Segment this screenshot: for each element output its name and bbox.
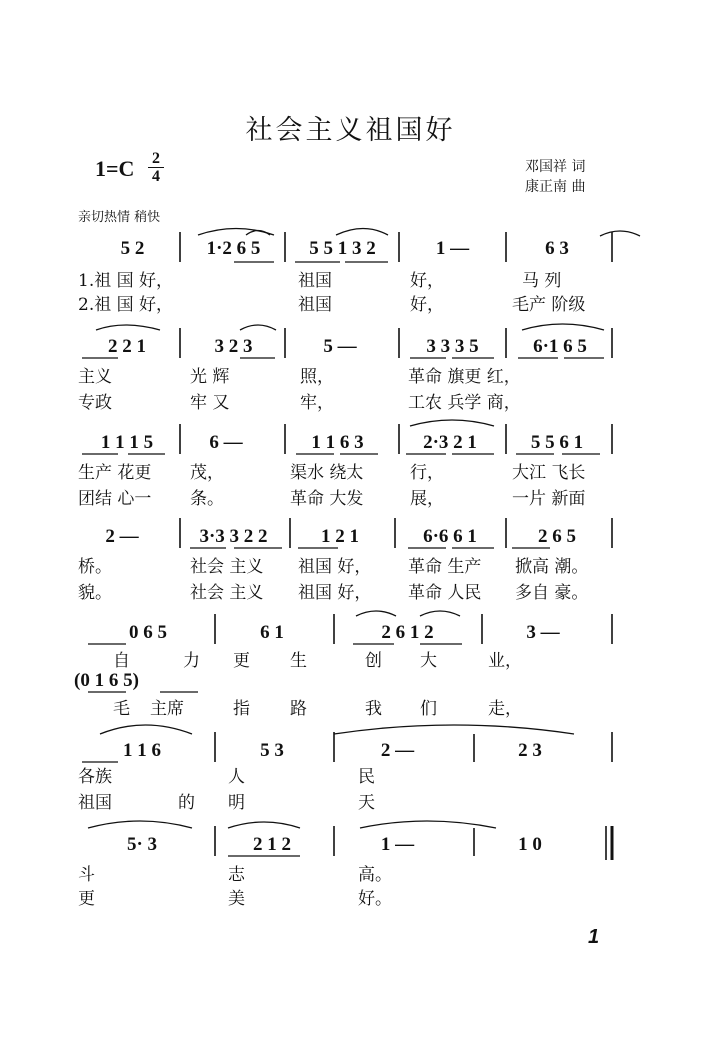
lyric: 路 [290, 699, 307, 719]
lyric: 光 辉 [190, 367, 230, 387]
time-signature-bottom: 4 [148, 167, 164, 185]
measure: 6·6 6 1 [423, 526, 477, 547]
lyric: 革命 生产 [408, 557, 482, 577]
lyric: 指 [233, 699, 250, 719]
alt-measure: (0 1 6 5) [74, 670, 139, 691]
measure: 3·3 3 2 2 [199, 526, 268, 547]
lyric: 社会 主义 [190, 583, 264, 603]
lyric: 条。 [190, 489, 224, 509]
lyric: 走， [488, 699, 522, 719]
measure: 1 1 6 [123, 740, 161, 761]
lyric: 桥。 [78, 557, 112, 577]
lyric: 祖国 好， [298, 583, 372, 603]
lyric: 毛产 阶级 [512, 295, 586, 315]
lyric: 生 [290, 651, 307, 671]
lyric: 更 [233, 651, 250, 671]
tempo-marking: 亲切热情 稍快 [78, 210, 161, 225]
lyric: 人 [228, 767, 245, 787]
measure: 5 3 [260, 740, 284, 761]
lyric: 大 [420, 651, 437, 671]
lyric: 1.祖 国 好， [78, 271, 174, 291]
lyric: 革命 大发 [290, 489, 364, 509]
lyric: 祖国 [298, 295, 332, 315]
measure: 2 6 5 [538, 526, 576, 547]
lyric: 各族 [78, 767, 112, 787]
lyric: 高。 [358, 865, 392, 885]
page-title: 社会主义祖国好 [245, 115, 456, 146]
lyric: 们 [420, 699, 437, 719]
lyric: 大江 飞长 [512, 463, 586, 483]
lyric: 展， [410, 489, 444, 509]
lyric: 我 [365, 699, 382, 719]
measure: 3 3 3 5 [426, 336, 479, 357]
lyric: 祖国 [78, 793, 112, 813]
measure: 2 1 2 [253, 834, 291, 855]
lyric: 生产 花更 [78, 463, 152, 483]
lyric: 茂， [190, 463, 224, 483]
lyric: 一片 新面 [512, 489, 586, 509]
measure: 1 1 6 3 [311, 432, 364, 453]
lyric: 牢 又 [190, 393, 230, 413]
lyric: 力 [183, 651, 200, 671]
lyric: 创 [365, 651, 382, 671]
lyric: 更 [78, 889, 95, 909]
lyricist-credit: 邓国祥 词 [525, 159, 586, 175]
lyric: 主席 [150, 699, 184, 719]
lyric: 渠水 绕太 [290, 463, 364, 483]
key-signature: 1=C [95, 156, 135, 181]
measure: 0 6 5 [129, 622, 167, 643]
lyric: 自 [113, 651, 130, 671]
lyric: 好， [410, 271, 444, 291]
lyric: 斗 [78, 865, 95, 885]
measure: 5· 3 [126, 834, 158, 855]
measure: 6 1 [260, 622, 284, 643]
lyric: 牢， [300, 393, 334, 413]
time-signature-top: 2 [152, 150, 160, 167]
measure: 6·1 6 5 [533, 336, 587, 357]
lyric: 毛 [113, 699, 130, 719]
measure: 1 — [380, 834, 415, 855]
lyric: 2.祖 国 好， [78, 295, 174, 315]
lyric: 专政 [78, 393, 112, 413]
measure: 1·2 6 5 [206, 238, 261, 259]
measure: 1 0 [518, 834, 542, 855]
lyric: 民 [358, 767, 375, 787]
lyric: 社会 主义 [190, 557, 264, 577]
lyric: 貌。 [78, 583, 112, 603]
lyric: 好。 [358, 889, 392, 909]
measure: 5 2 [120, 238, 145, 259]
measure: 2 — [380, 740, 415, 761]
lyric: 团结 心一 [78, 489, 152, 509]
measure: 2 6 1 2 [381, 622, 434, 643]
lyric: 工农 兵学 商， [408, 393, 521, 413]
measure: 5 5 1 3 2 [309, 238, 376, 259]
lyric: 志 [228, 865, 245, 885]
measure: 6 — [209, 432, 243, 453]
measure: 2 2 1 [108, 336, 146, 357]
lyric: 照， [300, 367, 334, 387]
lyric: 美 [228, 889, 245, 909]
lyric: 天 [358, 793, 375, 813]
lyric: 明 [228, 793, 245, 813]
measure: 3 2 3 [214, 336, 253, 357]
measure: 5 — [323, 336, 357, 357]
composer-credit: 康正南 曲 [525, 179, 586, 195]
lyric: 革命 旗更 红， [408, 367, 521, 387]
lyric: 的 [178, 793, 195, 813]
lyric: 掀高 潮。 [515, 557, 589, 577]
measure: 3 — [526, 622, 560, 643]
lyric: 多自 豪。 [515, 583, 589, 603]
lyric: 祖国 好， [298, 557, 372, 577]
lyric: 马 列 [522, 271, 562, 291]
measure: 1 — [435, 238, 470, 259]
measure: 5 5 6 1 [530, 432, 584, 453]
lyric: 行， [410, 463, 444, 483]
measure: 1 2 1 [321, 526, 359, 547]
lyric: 业， [488, 651, 522, 671]
page-number: 1 [588, 926, 600, 948]
measure: 1 1 1 5 [100, 432, 154, 453]
measure: 6 3 [545, 238, 569, 259]
measure: 2 — [105, 526, 139, 547]
measure: 2 3 [518, 740, 542, 761]
measure: 2·3 2 1 [423, 432, 477, 453]
lyric: 祖国 [298, 271, 332, 291]
lyric: 好， [410, 295, 444, 315]
lyric: 主义 [78, 367, 112, 387]
lyric: 革命 人民 [408, 583, 482, 603]
